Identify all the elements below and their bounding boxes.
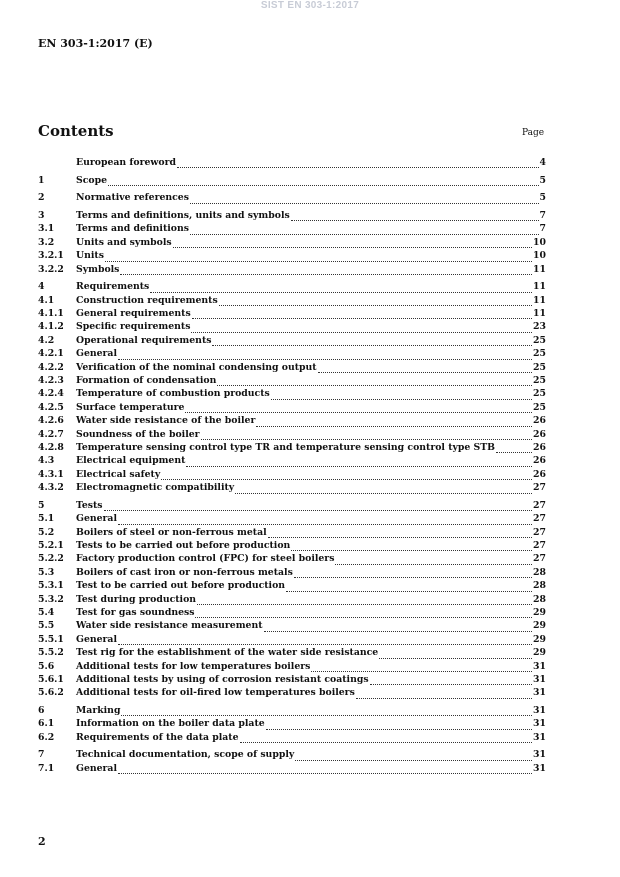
toc-leader-dots — [266, 729, 532, 730]
toc-entry-number: 6.2 — [38, 731, 55, 743]
toc-leader-dots — [235, 493, 532, 494]
toc-leader-dots — [318, 372, 532, 373]
toc-entry[interactable] — [38, 362, 546, 375]
toc-entry-number: 4 — [38, 281, 45, 293]
toc-entry-number: 5.6 — [38, 660, 55, 672]
toc-entry-page: 29 — [533, 647, 546, 659]
toc-entry-number: 5.5.1 — [38, 633, 64, 645]
toc-leader-dots — [121, 715, 532, 716]
toc-entry-number: 5.5.2 — [38, 647, 64, 659]
toc-entry-title: Boilers of cast iron or non-ferrous metals — [76, 566, 293, 578]
toc-entry-title: Soundness of the boiler — [76, 428, 200, 440]
toc-leader-dots — [268, 537, 532, 538]
toc-entry-number: 7.1 — [38, 762, 55, 774]
toc-entry[interactable] — [38, 634, 546, 647]
toc-entry[interactable] — [38, 281, 546, 294]
toc-leader-dots — [195, 617, 532, 618]
toc-entry-title: Terms and definitions, units and symbols — [76, 210, 290, 222]
toc-entry-title: Units and symbols — [76, 236, 172, 248]
toc-entry-page: 4 — [539, 157, 546, 168]
toc-entry-number: 3.1 — [38, 223, 55, 235]
toc-entry[interactable] — [38, 223, 546, 236]
toc-entry[interactable] — [38, 500, 546, 513]
toc-entry-title: Electrical equipment — [76, 455, 186, 467]
toc-entry-title: Water side resistance of the boiler — [76, 415, 256, 427]
toc-entry[interactable] — [38, 388, 546, 401]
toc-entry-number: 5.2.2 — [38, 553, 64, 565]
toc-entry-title: Surface temperature — [76, 401, 185, 413]
toc-entry-number: 4.2.7 — [38, 428, 64, 440]
toc-leader-dots — [291, 220, 539, 221]
toc-entry-page: 27 — [533, 513, 546, 525]
toc-entry-number: 3.2 — [38, 236, 55, 248]
document-id: EN 303-1:2017 (E) — [38, 37, 153, 50]
toc-leader-dots — [356, 698, 532, 699]
toc-entry-page: 29 — [533, 606, 546, 618]
toc-entry-title: Information on the boiler data plate — [76, 718, 265, 730]
toc-leader-dots — [496, 452, 532, 453]
toc-entry-title: Verification of the nominal condensing output — [76, 361, 317, 373]
toc-entry-title: Additional tests for oil-fired low temperatures boilers — [76, 687, 355, 699]
toc-entry-number: 5.4 — [38, 606, 55, 618]
toc-entry-number: 2 — [38, 192, 45, 204]
toc-entry-title: Factory production control (FPC) for steel boilers — [76, 553, 335, 565]
toc-entry-title: Operational requirements — [76, 334, 212, 346]
toc-entry-number: 3.2.1 — [38, 250, 64, 262]
toc-entry[interactable] — [38, 192, 546, 205]
toc-entry-page: 25 — [533, 375, 546, 387]
toc-entry-number: 6.1 — [38, 718, 55, 730]
toc-entry-page: 11 — [533, 294, 546, 306]
toc-entry-title: General — [76, 348, 117, 360]
toc-entry-page: 27 — [533, 540, 546, 552]
toc-entry-page: 25 — [533, 334, 546, 346]
toc-entry[interactable] — [38, 415, 546, 428]
toc-entry-page: 31 — [533, 749, 546, 761]
toc-leader-dots — [173, 247, 532, 248]
toc-leader-dots — [264, 631, 533, 632]
toc-entry-page: 26 — [533, 455, 546, 467]
toc-entry-number: 3 — [38, 210, 45, 222]
toc-entry-page: 28 — [533, 580, 546, 592]
toc-entry[interactable] — [38, 513, 546, 526]
toc-entry-page: 7 — [539, 223, 546, 235]
toc-entry[interactable] — [38, 567, 546, 580]
toc-entry[interactable] — [38, 763, 546, 776]
toc-entry-title: Specific requirements — [76, 321, 191, 333]
toc-entry[interactable] — [38, 527, 546, 540]
toc-entry[interactable] — [38, 607, 546, 620]
toc-entry-number: 4.3.2 — [38, 482, 64, 494]
toc-entry-number: 5.5 — [38, 620, 55, 632]
toc-entry-page: 31 — [533, 673, 546, 685]
toc-entry-title: Formation of condensation — [76, 375, 217, 387]
toc-entry-page: 25 — [533, 361, 546, 373]
toc-entry-number: 4.1.1 — [38, 308, 64, 320]
toc-entry-title: Units — [76, 250, 104, 262]
toc-entry-title: General — [76, 513, 117, 525]
toc-leader-dots — [118, 524, 532, 525]
toc-entry-page: 31 — [533, 718, 546, 730]
toc-entry-title: General requirements — [76, 308, 191, 320]
toc-leader-dots — [120, 274, 532, 275]
toc-leader-dots — [271, 399, 532, 400]
toc-entry-page: 25 — [533, 348, 546, 360]
toc-leader-dots — [219, 305, 532, 306]
toc-entry[interactable] — [38, 674, 546, 687]
toc-leader-dots — [370, 684, 532, 685]
toc-entry[interactable] — [38, 580, 546, 593]
toc-entry-page: 23 — [533, 321, 546, 333]
toc-leader-dots — [118, 359, 532, 360]
toc-entry[interactable] — [38, 620, 546, 633]
toc-entry-number: 5.3 — [38, 566, 55, 578]
toc-entry-page: 28 — [533, 593, 546, 605]
toc-entry-title: Test rig for the establishment of the water side resistance — [76, 647, 379, 659]
toc-entry-page: 11 — [533, 308, 546, 320]
toc-leader-dots — [240, 742, 533, 743]
toc-entry-title: Test during production — [76, 593, 197, 605]
toc-entry-number: 4.3.1 — [38, 468, 64, 480]
toc-entry[interactable] — [38, 540, 546, 553]
toc-entry-page: 26 — [533, 442, 546, 453]
toc-leader-dots — [191, 332, 532, 333]
toc-entry-page: 27 — [533, 553, 546, 565]
toc-entry-page: 26 — [533, 468, 546, 480]
toc-entry[interactable] — [38, 442, 546, 455]
toc-entry-title: Requirements — [76, 281, 150, 293]
toc-entry[interactable] — [38, 157, 546, 170]
toc-entry-number: 4.2.2 — [38, 361, 64, 373]
toc-entry[interactable] — [38, 321, 546, 334]
toc-entry-number: 1 — [38, 174, 45, 186]
toc-entry-title: Technical documentation, scope of supply — [76, 749, 295, 761]
toc-entry-number: 6 — [38, 705, 45, 717]
toc-leader-dots — [104, 510, 533, 511]
toc-entry[interactable] — [38, 482, 546, 495]
toc-entry[interactable] — [38, 718, 546, 731]
toc-entry-page: 5 — [539, 192, 546, 204]
toc-entry-number: 5.2 — [38, 526, 55, 538]
toc-entry-title: European foreword — [76, 157, 176, 168]
toc-entry-page: 27 — [533, 499, 546, 511]
toc-entry[interactable] — [38, 250, 546, 263]
toc-leader-dots — [212, 345, 532, 346]
watermark: SIST EN 303-1:2017 — [260, 0, 360, 11]
toc-entry[interactable] — [38, 175, 546, 188]
toc-entry-number: 4.2.4 — [38, 388, 64, 400]
toc-entry[interactable] — [38, 295, 546, 308]
toc-entry-title: Requirements of the data plate — [76, 731, 239, 743]
toc-entry[interactable] — [38, 429, 546, 442]
toc-entry-title: Symbols — [76, 263, 120, 275]
toc-entry-page: 5 — [539, 174, 546, 186]
toc-leader-dots — [150, 292, 532, 293]
toc-entry-number: 5.6.2 — [38, 687, 64, 699]
toc-entry[interactable] — [38, 308, 546, 321]
toc-leader-dots — [161, 479, 532, 480]
toc-entry-number: 4.2.8 — [38, 442, 64, 453]
toc-leader-dots — [217, 385, 532, 386]
toc-leader-dots — [192, 318, 532, 319]
toc-entry[interactable] — [38, 594, 546, 607]
toc-entry-page: 29 — [533, 620, 546, 632]
toc-entry-page: 11 — [533, 281, 546, 293]
toc-entry-title: Normative references — [76, 192, 189, 204]
toc-entry-number: 4.2.5 — [38, 401, 64, 413]
page-number: 2 — [38, 835, 46, 848]
toc-leader-dots — [185, 412, 532, 413]
toc-entry-page: 27 — [533, 526, 546, 538]
toc-entry-number: 5.2.1 — [38, 540, 64, 552]
toc-leader-dots — [335, 564, 532, 565]
toc-entry-page: 31 — [533, 660, 546, 672]
toc-entry-number: 5.3.2 — [38, 593, 64, 605]
toc-entry[interactable] — [38, 402, 546, 415]
toc-entry-page: 26 — [533, 415, 546, 427]
toc-entry-page: 27 — [533, 482, 546, 494]
toc-entry-page: 26 — [533, 428, 546, 440]
toc-entry[interactable] — [38, 732, 546, 745]
toc-entry[interactable] — [38, 705, 546, 718]
toc-entry-title: Test to be carried out before production — [76, 580, 286, 592]
toc-leader-dots — [108, 185, 539, 186]
toc-leader-dots — [295, 760, 532, 761]
toc-entry-page: 10 — [533, 250, 546, 262]
toc-leader-dots — [197, 604, 532, 605]
toc-leader-dots — [311, 671, 532, 672]
toc-leader-dots — [286, 591, 532, 592]
toc-entry-title: Tests — [76, 499, 103, 511]
toc-leader-dots — [190, 234, 539, 235]
toc-entry[interactable] — [38, 455, 546, 468]
toc-entry-title: Test for gas soundness — [76, 606, 195, 618]
toc-entry-title: Marking — [76, 705, 121, 717]
toc-entry[interactable] — [38, 647, 546, 660]
toc-entry-number: 7 — [38, 749, 45, 761]
toc-entry-number: 4.3 — [38, 455, 55, 467]
toc-leader-dots — [118, 773, 532, 774]
toc-entry-number: 3.2.2 — [38, 263, 64, 275]
toc-leader-dots — [118, 644, 532, 645]
toc-entry-number: 4.1.2 — [38, 321, 64, 333]
toc-leader-dots — [294, 577, 532, 578]
toc-entry-title: Terms and definitions — [76, 223, 189, 235]
toc-entry[interactable] — [38, 661, 546, 674]
toc-entry-title: Scope — [76, 174, 107, 186]
toc-leader-dots — [379, 658, 532, 659]
toc-entry[interactable] — [38, 375, 546, 388]
toc-entry-title: Electromagnetic compatibility — [76, 482, 235, 494]
toc-entry-number: 4.2.6 — [38, 415, 64, 427]
toc-entry-page: 10 — [533, 236, 546, 248]
toc-entry-title: Water side resistance measurement — [76, 620, 263, 632]
toc-leader-dots — [105, 261, 532, 262]
toc-entry-page: 31 — [533, 687, 546, 699]
toc-entry-title: Electrical safety — [76, 468, 161, 480]
toc-entry[interactable] — [38, 264, 546, 277]
table-of-contents — [38, 157, 546, 776]
toc-entry-page: 31 — [533, 731, 546, 743]
toc-entry-number: 5.6.1 — [38, 673, 64, 685]
toc-entry-number: 4.2.1 — [38, 348, 64, 360]
toc-entry-title: Temperature of combustion products — [76, 388, 270, 400]
toc-entry[interactable] — [38, 335, 546, 348]
toc-entry-title: General — [76, 633, 117, 645]
toc-leader-dots — [190, 203, 539, 204]
toc-entry[interactable] — [38, 687, 546, 700]
toc-entry-page: 29 — [533, 633, 546, 645]
toc-entry-page: 7 — [539, 210, 546, 222]
toc-leader-dots — [256, 426, 532, 427]
toc-entry[interactable] — [38, 210, 546, 223]
toc-entry[interactable] — [38, 469, 546, 482]
toc-entry-title: Construction requirements — [76, 294, 218, 306]
toc-entry-title: General — [76, 762, 117, 774]
toc-entry-title: Boilers of steel or non-ferrous metal — [76, 526, 267, 538]
toc-leader-dots — [186, 466, 532, 467]
toc-entry-number: 4.1 — [38, 294, 55, 306]
toc-entry[interactable] — [38, 348, 546, 361]
toc-entry-number: 5.3.1 — [38, 580, 64, 592]
toc-leader-dots — [201, 439, 533, 440]
toc-entry-title: Temperature sensing control type TR and temperature sensing control type STB — [76, 442, 496, 453]
toc-entry-number: 4.2.3 — [38, 375, 64, 387]
toc-entry-number: 5.1 — [38, 513, 55, 525]
toc-leader-dots — [291, 550, 532, 551]
toc-entry-title: Tests to be carried out before production — [76, 540, 291, 552]
toc-entry-number: 5 — [38, 499, 45, 511]
toc-entry[interactable] — [38, 553, 546, 566]
toc-entry-page: 25 — [533, 388, 546, 400]
toc-entry-title: Additional tests by using of corrosion resistant coatings — [76, 673, 369, 685]
toc-entry-number: 4.2 — [38, 334, 55, 346]
toc-entry-title: Additional tests for low temperatures boilers — [76, 660, 311, 672]
toc-entry[interactable] — [38, 749, 546, 762]
toc-entry-page: 28 — [533, 566, 546, 578]
contents-title: Contents — [38, 122, 114, 140]
toc-entry[interactable] — [38, 237, 546, 250]
toc-entry-page: 31 — [533, 705, 546, 717]
toc-entry-page: 11 — [533, 263, 546, 275]
toc-entry-page: 31 — [533, 762, 546, 774]
toc-entry-page: 25 — [533, 401, 546, 413]
toc-leader-dots — [177, 167, 539, 168]
page-column-label: Page — [522, 128, 545, 138]
